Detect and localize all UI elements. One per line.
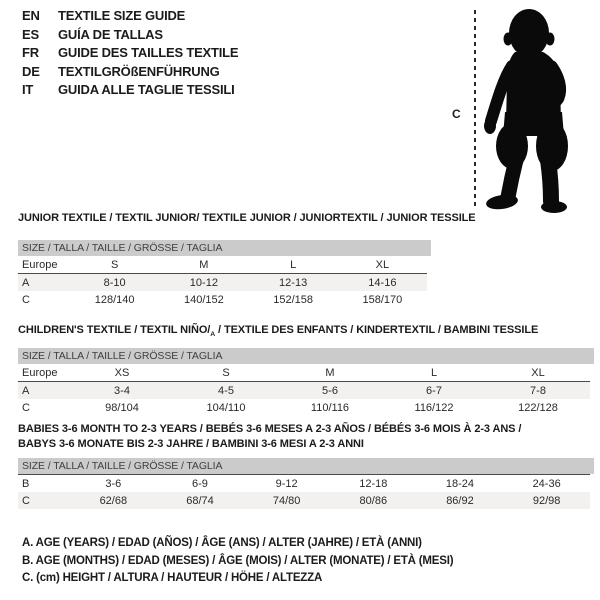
row-label-cell: A — [18, 382, 70, 400]
row-label-cell: C — [18, 492, 70, 509]
row-label-cell: Europe — [22, 258, 58, 271]
value-cell: 12-18 — [330, 475, 417, 493]
junior-size-table — [18, 256, 427, 308]
title-segment: JUNIOR TEXTILE / TEXTIL JUNIOR/ TEXTILE JUNIOR / JUNIORTEXTIL / JUNIOR TESSILE — [18, 212, 476, 224]
value-cell: 80/86 — [330, 492, 417, 509]
language-label: TEXTILE SIZE GUIDE — [58, 8, 186, 23]
children-size-table — [18, 364, 590, 416]
title-segment: A — [210, 331, 216, 339]
height-dashed-line — [474, 10, 476, 206]
footnote-line: B. AGE (MONTHS) / EDAD (MESES) / ÂGE (MOIS) / ALTER (MONATE) / ETÀ (MESI) — [22, 554, 454, 567]
table-row — [18, 274, 427, 292]
table-row — [18, 382, 590, 400]
language-label: GUIDA ALLE TAGLIE TESSILI — [58, 82, 235, 98]
language-code: ES — [22, 26, 39, 42]
language-row — [22, 26, 238, 45]
value-cell: XL — [375, 258, 390, 271]
table-row — [18, 492, 590, 509]
value-cell: L — [430, 366, 438, 379]
table-row — [18, 399, 590, 416]
language-list — [22, 7, 238, 100]
value-cell: 3-6 — [70, 475, 157, 493]
junior-table-title — [18, 211, 476, 226]
value-cell: 98/104 — [105, 401, 139, 414]
value-cell: XS — [114, 366, 130, 379]
value-cell: 24-36 — [503, 475, 590, 493]
row-label-cell: C — [22, 293, 30, 306]
value-cell: XL — [531, 366, 545, 379]
language-row — [22, 81, 238, 100]
row-label-cell: B — [18, 475, 70, 493]
table-row — [18, 364, 590, 382]
value-cell: 6-9 — [157, 475, 244, 493]
value-cell: L — [290, 258, 297, 271]
table-title-line — [18, 323, 538, 343]
language-label: TEXTILGRÖßENFÜHRUNG — [58, 63, 220, 79]
language-code: EN — [22, 8, 40, 23]
row-label-cell: C — [22, 401, 30, 414]
value-cell: 4-5 — [174, 382, 278, 400]
value-cell: 152/158 — [273, 293, 313, 306]
value-cell: M — [199, 258, 209, 271]
babies-size-table — [18, 474, 590, 509]
value-cell: S — [110, 258, 119, 271]
language-row — [22, 63, 238, 82]
table-row — [18, 475, 590, 493]
value-cell: 10-12 — [159, 274, 248, 292]
language-row — [22, 7, 238, 26]
value-cell: 92/98 — [503, 492, 590, 509]
baby-silhouette — [480, 0, 600, 220]
babies-table-title — [18, 422, 521, 451]
table-title-line — [18, 422, 521, 437]
value-cell: 7-8 — [486, 382, 590, 400]
children-table-header-bar: SIZE / TALLA / TAILLE / GRÖSSE / TAGLIA — [18, 348, 594, 364]
value-cell: 6-7 — [382, 382, 486, 400]
value-cell: 74/80 — [243, 492, 330, 509]
value-cell: 128/140 — [94, 293, 135, 306]
language-code: FR — [22, 45, 39, 61]
table-title-line — [18, 211, 476, 226]
row-label-cell: A — [18, 274, 70, 292]
table-title-line — [18, 437, 521, 452]
value-cell: 116/122 — [414, 401, 454, 414]
language-label: GUIDE DES TAILLES TEXTILE — [58, 45, 239, 61]
value-cell: 12-13 — [249, 274, 338, 292]
value-cell: M — [325, 366, 335, 379]
value-cell: 8-10 — [70, 274, 159, 292]
value-cell: 68/74 — [157, 492, 244, 509]
value-cell: S — [222, 366, 230, 379]
baby-head — [509, 9, 549, 57]
junior-table-header-bar: SIZE / TALLA / TAILLE / GRÖSSE / TAGLIA — [18, 240, 431, 256]
footnote-line: A. AGE (YEARS) / EDAD (AÑOS) / ÂGE (ANS) / ALTER (JAHRE) / ETÀ (ANNI) — [22, 537, 422, 549]
row-label-cell: Europe — [22, 366, 58, 379]
value-cell: 122/128 — [518, 401, 558, 414]
value-cell: 14-16 — [338, 274, 427, 292]
value-cell: 158/170 — [362, 293, 403, 306]
title-segment: BABIES 3-6 MONTH TO 2-3 YEARS / BEBÉS 3-6 MESES A 2-3 AÑOS / BÉBÉS 3-6 MOIS À 2-3 ANS / — [18, 423, 522, 435]
value-cell: 18-24 — [417, 475, 504, 493]
value-cell: 3-4 — [70, 382, 174, 400]
value-cell: 86/92 — [417, 492, 504, 509]
language-code: IT — [22, 82, 34, 98]
table-row — [18, 291, 427, 308]
footnotes — [22, 535, 453, 588]
language-label: GUÍA DE TALLAS — [58, 26, 163, 42]
value-cell: 5-6 — [278, 382, 382, 400]
value-cell: 9-12 — [243, 475, 330, 493]
value-cell: 140/152 — [183, 293, 224, 306]
babies-table-header-bar: SIZE / TALLA / TAILLE / GRÖSSE / TAGLIA — [18, 458, 594, 474]
height-label-c: C — [452, 107, 461, 121]
footnote-line: C. (cm) HEIGHT / ALTURA / HAUTEUR / HÖHE / ALTEZZA — [22, 572, 323, 584]
value-cell: 104/110 — [206, 401, 246, 414]
title-segment: / TEXTILE DES ENFANTS / KINDERTEXTIL / BAMBINI TESSILE — [215, 324, 539, 336]
title-segment: CHILDREN'S TEXTILE / TEXTIL NIÑO/ — [18, 324, 211, 336]
value-cell: 62/68 — [70, 492, 157, 509]
children-table-title — [18, 323, 538, 343]
value-cell: 110/116 — [310, 401, 350, 414]
title-segment: BABYS 3-6 MONATE BIS 2-3 JAHRE / BAMBINI 3-6 MESI A 2-3 ANNI — [18, 437, 364, 450]
language-code: DE — [22, 63, 40, 79]
table-row — [18, 256, 427, 274]
language-row — [22, 44, 238, 63]
